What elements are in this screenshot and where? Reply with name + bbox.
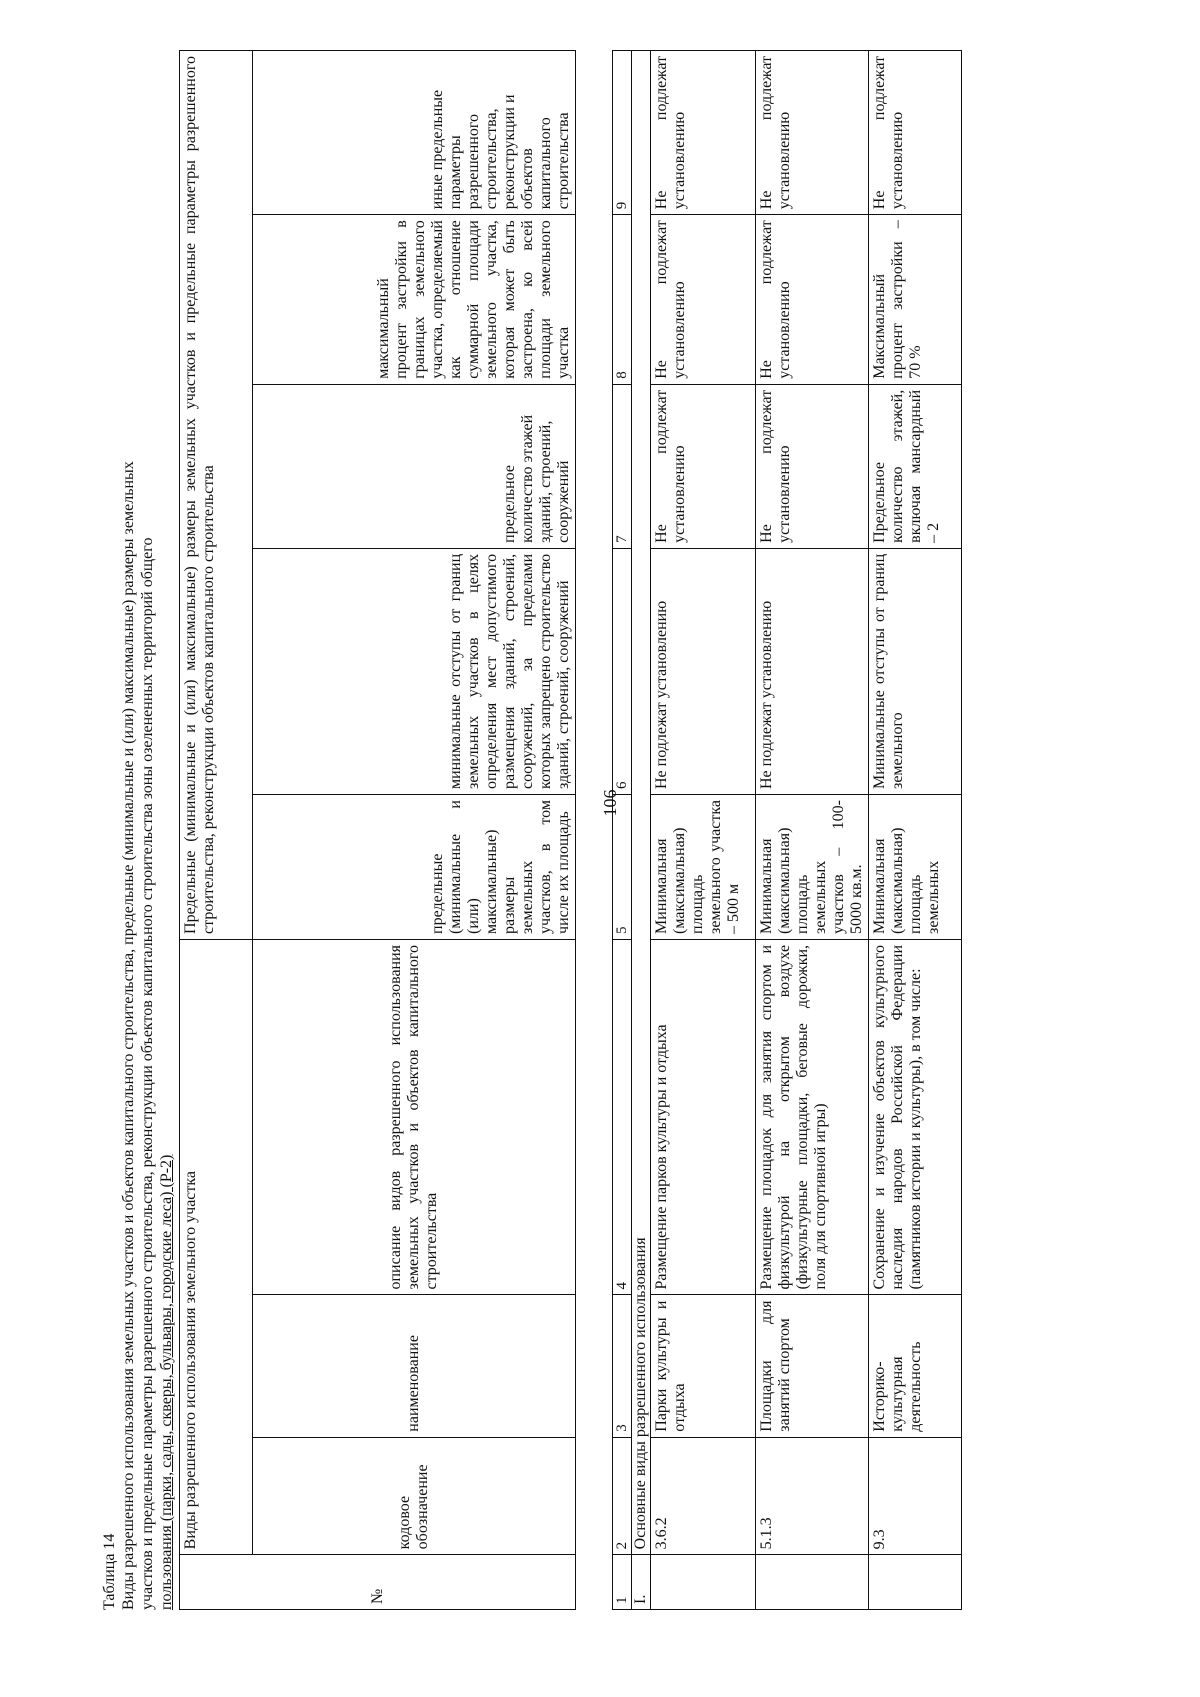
cell-other: Не подлежат установлению <box>869 51 962 215</box>
cell-size: Минимальная (максимальная) площадь земельных <box>869 795 962 940</box>
col-number: 1 <box>613 1555 632 1610</box>
cell-setbacks: Не подлежат установлению <box>651 548 756 794</box>
header-coverage: максимальный процент застройки в границах земельного участка, определяемый как отношение суммарной площади земельного участка, которая может быть застроена, ко всей площади земельного участка <box>253 215 576 385</box>
caption-line-3: пользования (парки, сады, скверы, бульвары, городские леса) (Р-2) <box>158 1154 175 1610</box>
table-caption <box>100 50 176 1610</box>
cell-name: Парки культуры и отдыха <box>651 1295 756 1437</box>
cell-code: 3.6.2 <box>651 1437 756 1555</box>
table-label: Таблица 14 <box>101 1533 118 1610</box>
header-params-group: Предельные (минимальные и (или) максимальные) размеры земельных участков и предельные параметры разрешенного строительства, реконструкции объектов капитального строительства <box>180 51 253 940</box>
table-row <box>651 51 756 1610</box>
cell-name: Историко-культурная деятельность <box>869 1295 962 1437</box>
cell-coverage: Не подлежат установлению <box>651 215 756 385</box>
col-number: 3 <box>613 1295 632 1437</box>
cell-description: Размещение площадок для занятия спортом и физкультурой на открытом воздухе (физкультурные площадки, беговые дорожки, поля для спортивной игры) <box>756 939 869 1295</box>
header-other: иные предельные параметры разрешенного строительства, реконструкции и объектов капитального строительства <box>253 51 576 215</box>
cell-setbacks: Минимальные отступы от границ земельного <box>869 548 962 794</box>
cell-other: Не подлежат установлению <box>651 51 756 215</box>
header-vri-group: Виды разрешенного использования земельного участка <box>180 939 253 1554</box>
cell-description: Сохранение и изучение объектов культурного наследия народов Российской Федерации (памятников истории и культуры), в том числе: <box>869 939 962 1295</box>
cell-coverage: Максимальный процент застройки – 70 % <box>869 215 962 385</box>
table-row <box>756 51 869 1610</box>
cell-code: 9.3 <box>869 1437 962 1555</box>
row-no <box>869 1555 962 1610</box>
cell-size: Минимальная (максимальная) площадь земельных участков – 100-5000 кв.м. <box>756 795 869 940</box>
cell-coverage: Не подлежат установлению <box>756 215 869 385</box>
section-title: Основные виды разрешенного использования <box>632 51 651 1555</box>
section-number: I. <box>632 1555 651 1610</box>
row-no <box>651 1555 756 1610</box>
cell-floors: Предельное количество этажей, включая мансардный – 2 <box>869 384 962 548</box>
page-number: 106 <box>600 789 620 817</box>
col-number: 5 <box>613 795 632 940</box>
header-code: кодовое обозначение <box>253 1437 576 1555</box>
header-name: наименование <box>253 1295 576 1437</box>
header-size: предельные (минимальные и (или) максимальные) размеры земельных участков, в том числе их площадь <box>253 795 576 940</box>
header-no: № <box>180 1555 576 1610</box>
header-floors: предельное количество этажей зданий, строений, сооружений <box>253 384 576 548</box>
rotated-sheet <box>100 50 1100 1610</box>
regulations-table <box>179 50 962 1610</box>
cell-code: 5.1.3 <box>756 1437 869 1555</box>
table-gap <box>576 51 613 1610</box>
col-number: 6 <box>613 548 632 794</box>
col-number: 9 <box>613 51 632 215</box>
header-description: описание видов разрешенного использования земельных участков и объектов капитального строительства <box>253 939 576 1295</box>
col-number: 4 <box>613 939 632 1295</box>
cell-size: Минимальная (максимальная) площадь земельного участка – 500 м <box>651 795 756 940</box>
cell-setbacks: Не подлежат установлению <box>756 548 869 794</box>
cell-other: Не подлежат установлению <box>756 51 869 215</box>
caption-line-2: участков и предельные параметры разрешенного строительства, реконструкции объектов капитального строительства зоны озелененных территорий общего <box>139 537 156 1610</box>
cell-floors: Не подлежат установлению <box>651 384 756 548</box>
col-number: 8 <box>613 215 632 385</box>
cell-description: Размещение парков культуры и отдыха <box>651 939 756 1295</box>
col-number: 2 <box>613 1437 632 1555</box>
col-number: 7 <box>613 384 632 548</box>
table-row <box>869 51 962 1610</box>
row-no <box>756 1555 869 1610</box>
caption-line-1: Виды разрешенного использования земельных участков и объектов капитального строительства, предельные (минимальные и (или) максимальные) размеры земельных <box>120 461 137 1610</box>
cell-name: Площадки для занятий спортом <box>756 1295 869 1437</box>
cell-floors: Не подлежат установлению <box>756 384 869 548</box>
header-setbacks: минимальные отступы от границ земельных участков в целях определения мест допустимого размещения зданий, строений, сооружений, за пределами которых запрещено строительство зданий, строений, сооружений <box>253 548 576 794</box>
